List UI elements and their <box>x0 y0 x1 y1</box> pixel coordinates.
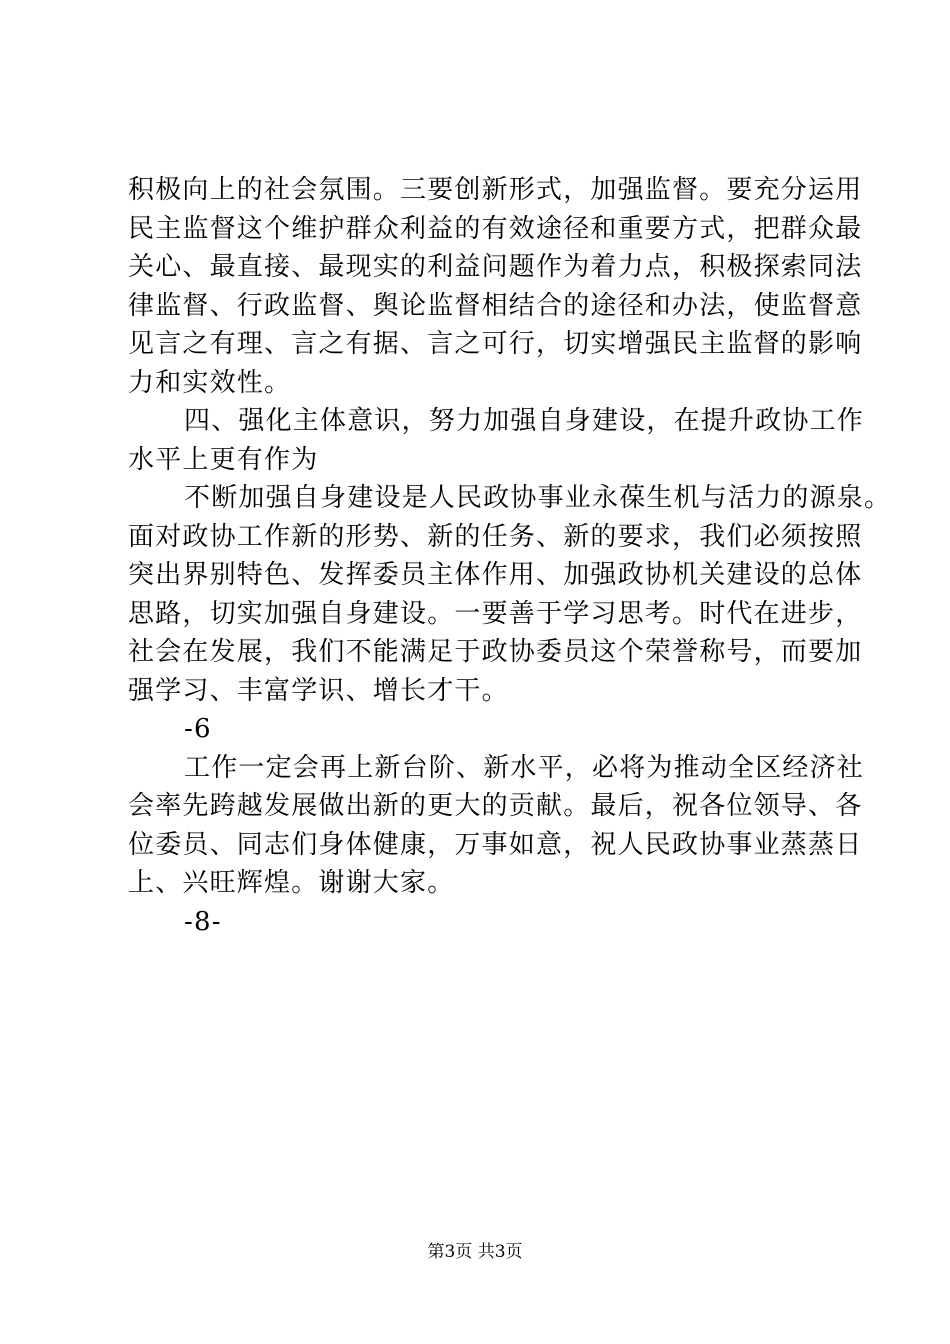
text-line: 积极向上的社会氛围。三要创新形式，加强监督。要充分运用 <box>128 175 863 205</box>
text-line: 突出界别特色、发挥委员主体作用、加强政协机关建设的总体 <box>128 560 863 590</box>
text-line: 强学习、丰富学识、增长才干。 <box>128 675 509 706</box>
text-line: -6 <box>184 714 212 744</box>
text-line: 工作一定会再上新台阶、新水平，必将为推动全区经济社 <box>184 752 865 783</box>
document-body <box>128 171 892 941</box>
page-footer: 第3页 共3页 <box>427 1242 523 1262</box>
text-line: 不断加强自身建设是人民政协事业永葆生机与活力的源泉。 <box>184 483 892 513</box>
text-line: 关心、最直接、最现实的利益问题作为着力点，积极探索同法 <box>128 252 863 282</box>
text-line: 律监督、行政监督、舆论监督相结合的途径和办法，使监督意 <box>128 290 863 321</box>
text-line: 位委员、同志们身体健康，万事如意，祝人民政协事业蒸蒸日 <box>128 829 863 860</box>
text-line: 水平上更有作为 <box>128 444 319 475</box>
text-line: 上、兴旺辉煌。谢谢大家。 <box>128 868 455 898</box>
text-line: 见言之有理、言之有据、言之可行，切实增强民主监督的影响 <box>128 329 863 359</box>
text-line: 四、强化主体意识，努力加强自身建设，在提升政协工作 <box>184 406 865 436</box>
text-line: 力和实效性。 <box>128 367 292 398</box>
text-line: 思路，切实加强自身建设。一要善于学习思考。时代在进步， <box>128 598 863 629</box>
text-line: 民主监督这个维护群众利益的有效途径和重要方式，把群众最 <box>128 213 863 244</box>
text-line: -8- <box>184 906 222 937</box>
text-line: 会率先跨越发展做出新的更大的贡献。最后，祝各位领导、各 <box>128 791 863 821</box>
text-line: 面对政协工作新的形势、新的任务、新的要求，我们必须按照 <box>128 521 863 552</box>
text-line: 社会在发展，我们不能满足于政协委员这个荣誉称号，而要加 <box>128 637 863 667</box>
